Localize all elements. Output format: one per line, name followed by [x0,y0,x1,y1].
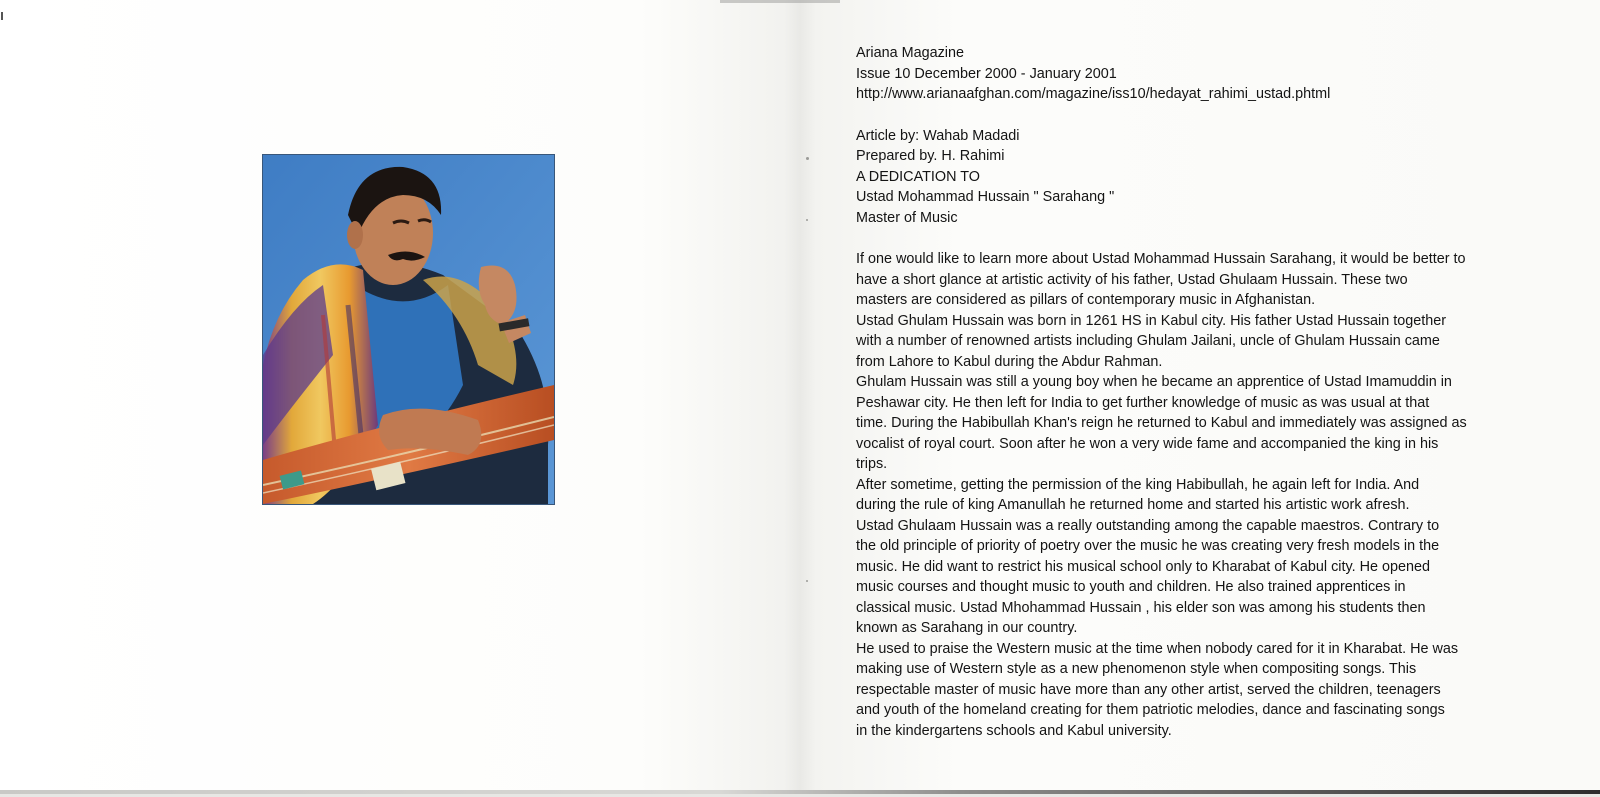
honoree-title: Master of Music [856,209,958,226]
paragraph [856,516,1556,639]
dedication-heading: A DEDICATION TO [856,168,980,185]
credits-block [856,126,1556,229]
body-line: have a short glance at artistic activity of his father, Ustad Ghulaam Hussain. These two [856,271,1408,288]
paper-speck [806,580,808,582]
paragraph [856,475,1556,516]
body-line: After sometime, getting the permission of the king Habibullah, he again left for India. And [856,476,1420,493]
body-line: respectable master of music have more than any other artist, served the children, teenagers [856,681,1441,698]
paragraph [856,639,1556,742]
body-line: known as Sarahang in our country. [856,620,1078,636]
body-line: and youth of the homeland creating for them patriotic melodies, dance and fascinating songs [856,702,1445,718]
body-line: trips. [856,456,888,472]
source-url: http://www.arianaafghan.com/magazine/iss10/hedayat_rahimi_ustad.phtml [856,86,1331,102]
body-line: Ustad Ghulam Hussain was born in 1261 HS in Kabul city. His father Ustad Hussain together [856,312,1447,329]
paper-speck [1,12,3,20]
body-line: during the rule of king Amanullah he returned home and started his artistic work afresh. [856,497,1410,513]
body-line: masters are considered as pillars of contemporary music in Afghanistan. [856,292,1316,308]
body-line: He used to praise the Western music at the time when nobody cared for it in Kharabat. He was [856,640,1459,657]
magazine-name: Ariana Magazine [856,45,964,61]
body-line: If one would like to learn more about Ustad Mohammad Hussain Sarahang, it would be better to [856,251,1466,267]
body-line: making use of Western style as a new phenomenon style when compositing songs. This [856,661,1417,677]
prepared-by: Prepared by. H. Rahimi [856,148,1005,164]
paper-speck [806,219,808,221]
magazine-header [856,43,1556,105]
body-line: the old principle of priority of poetry over the music he was creating very fresh models in the [856,538,1440,554]
body-line: Ghulam Hussain was still a young boy when he became an apprentice of Ustad Imamuddin in [856,374,1452,390]
page-top-shadow [720,0,840,3]
body-line: in the kindergartens schools and Kabul university. [856,722,1172,739]
body-line: with a number of renowned artists including Ghulam Jailani, uncle of Ghulam Hussain came [856,333,1440,349]
body-line: Peshawar city. He then left for India to get further knowledge of music as was usual at that [856,394,1430,411]
issue-line: Issue 10 December 2000 - January 2001 [856,65,1117,82]
article-column [856,43,1556,741]
body-line: vocalist of royal court. Soon after he won a very wide fame and accompanied the king in his [856,435,1439,452]
paragraph [856,249,1556,311]
honoree-name: Ustad Mohammad Hussain " Sarahang " [856,189,1115,205]
body-line: Ustad Ghulaam Hussain was a really outstanding among the capable maestros. Contrary to [856,517,1440,534]
body-line: from Lahore to Kabul during the Abdur Rahman. [856,353,1163,370]
portrait-photo [262,154,555,505]
paragraph [856,372,1556,475]
body-line: classical music. Ustad Mhohammad Hussain , his elder son was among his students then [856,599,1426,616]
article-body [856,249,1556,741]
paper-speck [806,157,809,160]
paragraph [856,311,1556,373]
body-line: music. He did want to restrict his musical school only to Kharabat of Kabul city. He opened [856,558,1431,575]
body-line: time. During the Habibullah Khan's reign he returned to Kabul and immediately was assigned as [856,415,1467,431]
body-line: music courses and thought music to youth and children. He also trained apprentices in [856,579,1406,595]
article-author: Article by: Wahab Madadi [856,127,1020,144]
